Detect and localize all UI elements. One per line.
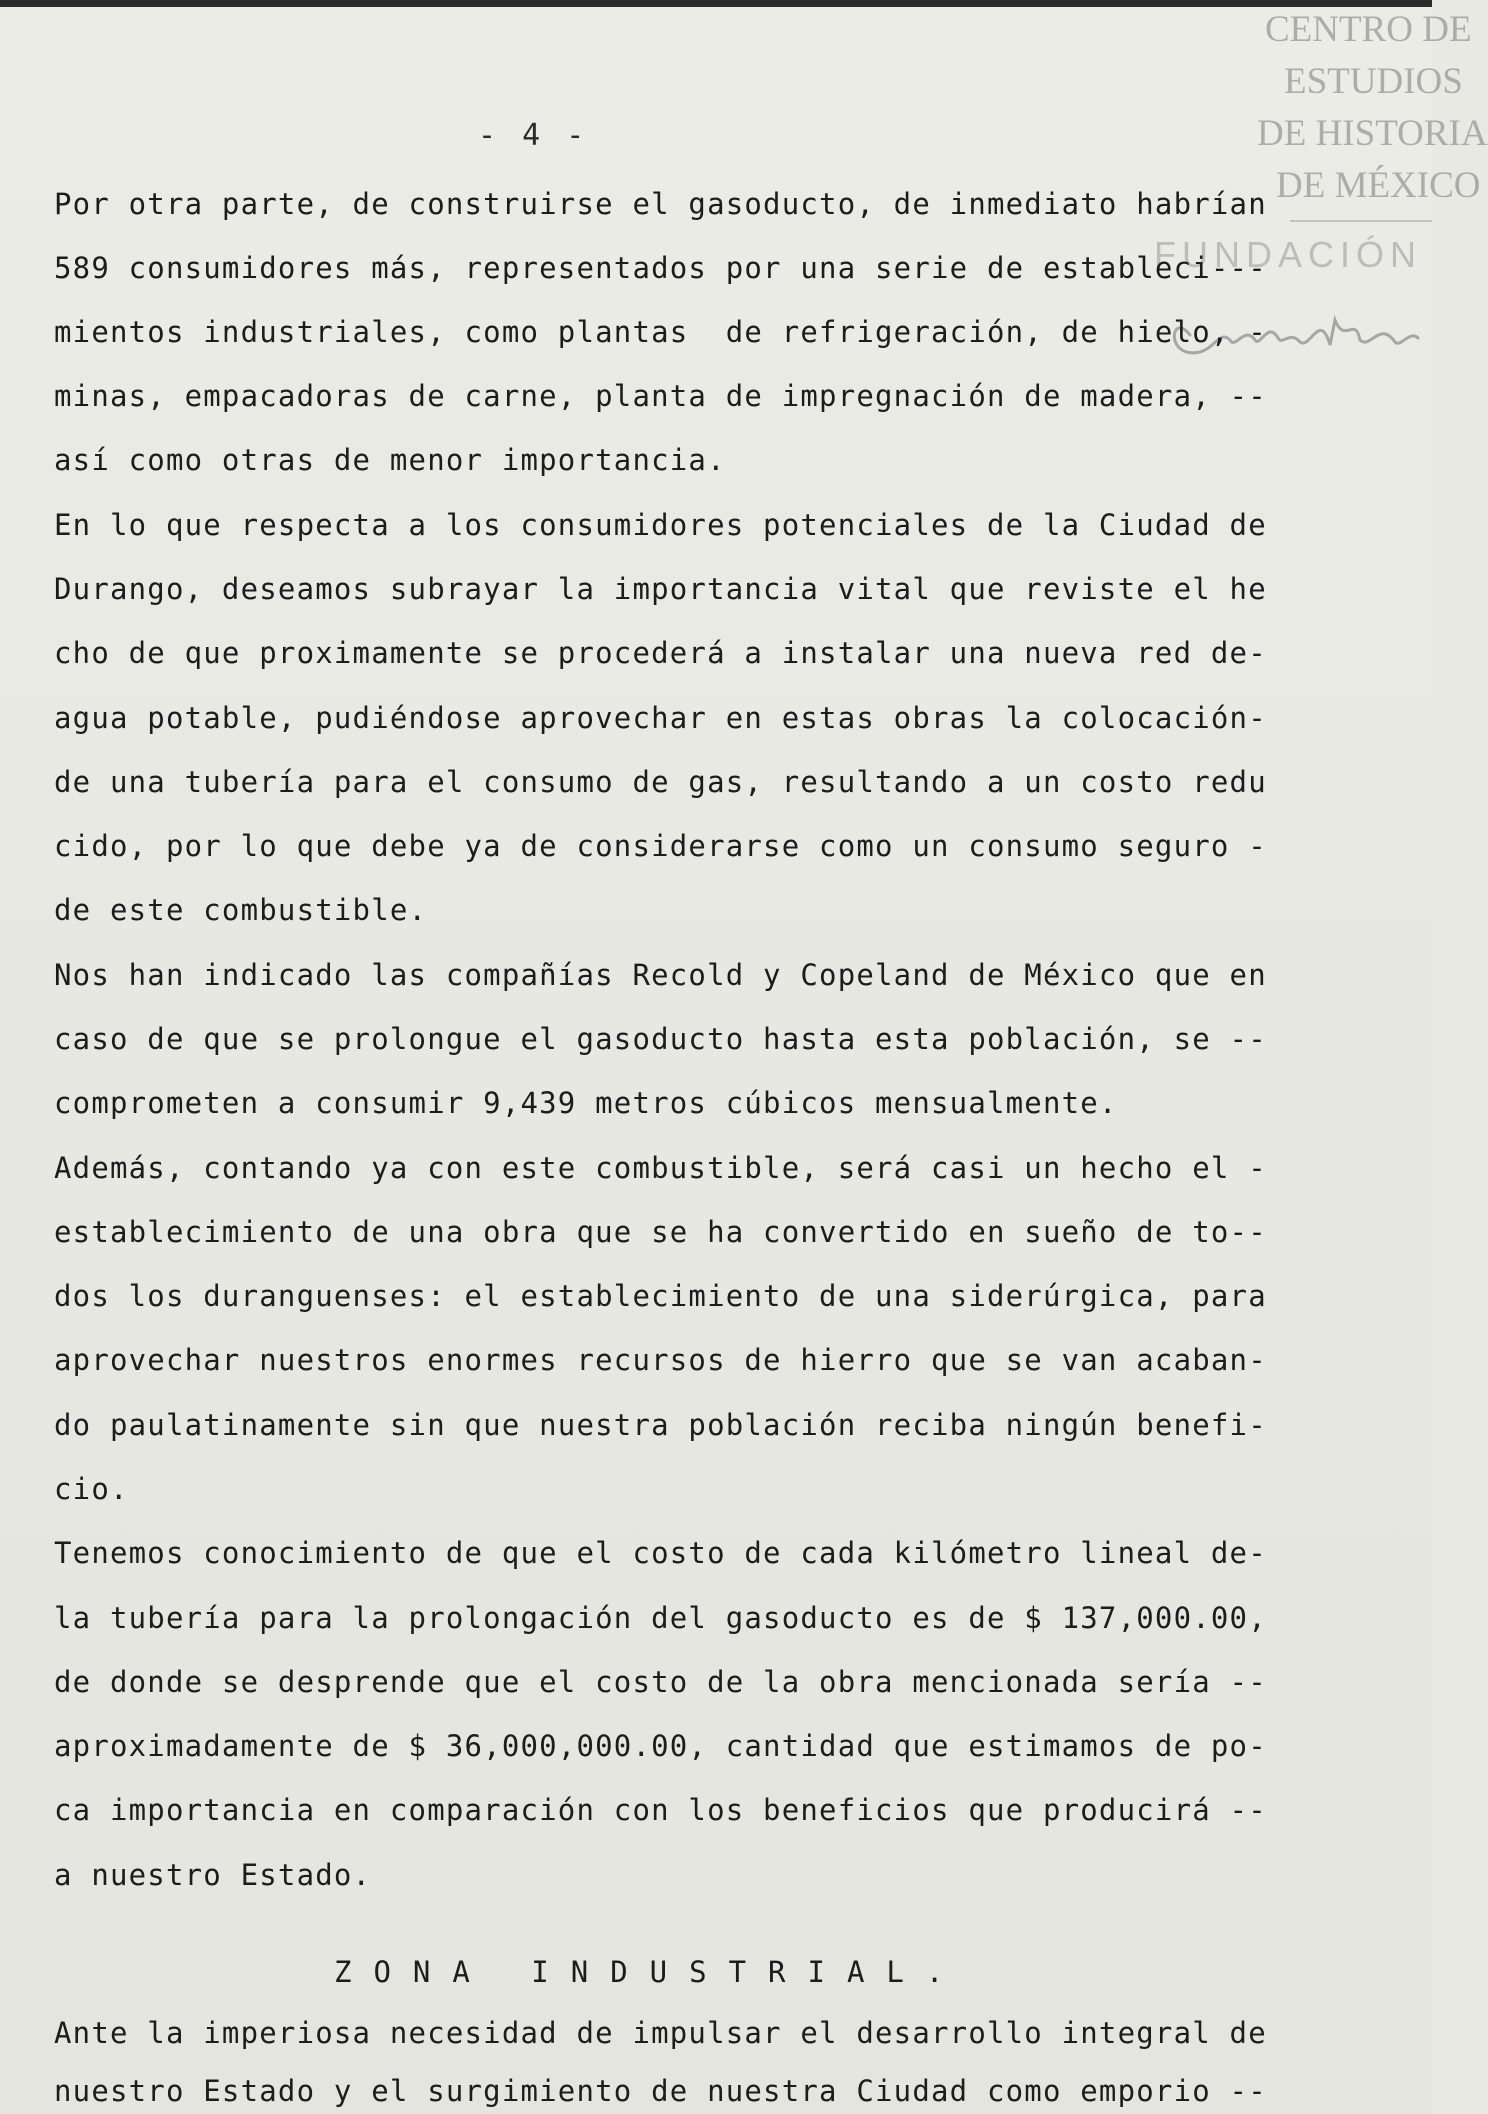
text-line: de una tubería para el consumo de gas, resultando a un costo redu — [54, 765, 1267, 799]
text-line: ca importancia en comparación con los beneficios que producirá -- — [54, 1793, 1267, 1827]
watermark-line-2: ESTUDIOS — [1284, 61, 1463, 102]
text-line: aproximadamente de $ 36,000,000.00, cantidad que estimamos de po- — [54, 1729, 1267, 1763]
text-line: Tenemos conocimiento de que el costo de cada kilómetro lineal de- — [54, 1536, 1267, 1570]
text-line: Ante la imperiosa necesidad de impulsar el desarrollo integral de — [54, 2016, 1267, 2050]
watermark-line-1: CENTRO DE — [1265, 9, 1472, 50]
text-line: cio. — [54, 1472, 129, 1506]
page-number: - 4 - — [478, 118, 589, 153]
text-line: dos los duranguenses: el establecimiento de una siderúrgica, para — [54, 1279, 1267, 1313]
text-line: Nos han indicado las compañías Recold y Copeland de México que en — [54, 958, 1267, 992]
text-line: 589 consumidores más, representados por una serie de estableci--- — [54, 251, 1267, 285]
text-line: a nuestro Estado. — [54, 1858, 372, 1892]
text-line: así como otras de menor importancia. — [54, 443, 726, 477]
text-line: Durango, deseamos subrayar la importancia vital que reviste el he — [54, 572, 1267, 606]
text-line: minas, empacadoras de carne, planta de impregnación de madera, -- — [54, 379, 1267, 413]
watermark-line-3: DE HISTORIA — [1257, 113, 1488, 154]
text-line: comprometen a consumir 9,439 metros cúbicos mensualmente. — [54, 1086, 1118, 1120]
text-line: cho de que proximamente se procederá a instalar una nueva red de- — [54, 636, 1267, 670]
text-line: la tubería para la prolongación del gasoducto es de $ 137,000.00, — [54, 1601, 1267, 1635]
watermark-foundation: FUNDACIÓN — [1154, 234, 1422, 275]
text-line: mientos industriales, como plantas de refrigeración, de hielo, - — [54, 315, 1267, 349]
text-line: cido, por lo que debe ya de considerarse como un consumo seguro - — [54, 829, 1267, 863]
text-line: agua potable, pudiéndose aprovechar en estas obras la colocación- — [54, 701, 1267, 735]
text-line: Por otra parte, de construirse el gasoducto, de inmediato habrían — [54, 187, 1267, 221]
text-line: de donde se desprende que el costo de la obra mencionada sería -- — [54, 1665, 1267, 1699]
text-line: En lo que respecta a los consumidores potenciales de la Ciudad de — [54, 508, 1267, 542]
text-line: establecimiento de una obra que se ha convertido en sueño de to-- — [54, 1215, 1267, 1249]
text-line: aprovechar nuestros enormes recursos de hierro que se van acaban- — [54, 1343, 1267, 1377]
text-line: nuestro Estado y el surgimiento de nuestra Ciudad como emporio -- — [54, 2074, 1267, 2108]
section-heading: ZONA INDUSTRIAL. — [334, 1955, 966, 1989]
text-line: de este combustible. — [54, 893, 428, 927]
watermark-divider — [1290, 220, 1432, 222]
watermark-line-4: DE MÉXICO — [1276, 165, 1481, 206]
text-line: Además, contando ya con este combustible, será casi un hecho el - — [54, 1151, 1267, 1185]
text-line: do paulatinamente sin que nuestra población reciba ningún benefi- — [54, 1408, 1267, 1442]
text-line: caso de que se prolongue el gasoducto hasta esta población, se -- — [54, 1022, 1267, 1056]
